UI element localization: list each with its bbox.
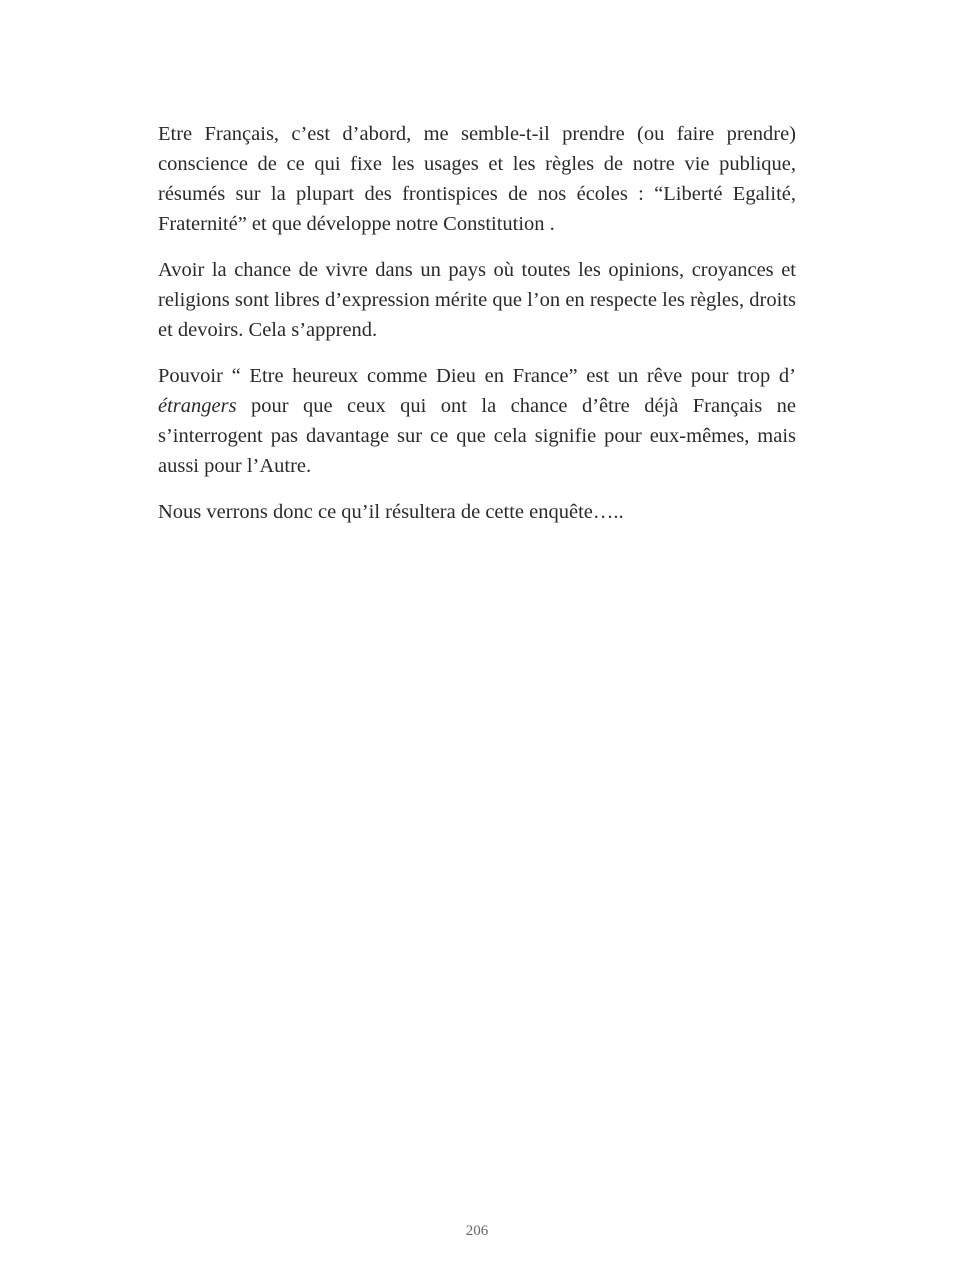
paragraph-3-start: Pouvoir “ Etre heureux comme Dieu en France” est un rêve pour trop d’	[158, 365, 796, 387]
paragraph-3-italic-word: étrangers	[158, 395, 237, 417]
body-text	[158, 119, 796, 543]
paragraph-1: Etre Français, c’est d’abord, me semble-t-il prendre (ou faire prendre) conscience de ce qui fixe les usages et les règles de notre vie publique, résumés sur la plupart des frontispices de nos écoles : “Liberté Egalité, Fraternité” et que développe notre Constitution .	[158, 123, 796, 235]
paragraph-3	[158, 361, 796, 481]
page-number: 206	[465, 1223, 489, 1239]
paragraph-4: Nous verrons donc ce qu’il résultera de cette enquête…..	[158, 501, 624, 523]
paragraph-3-end: pour que ceux qui ont la chance d’être déjà Français ne s’interrogent pas davantage sur ce que cela signifie pour eux-mêmes, mais aussi pour l’Autre.	[158, 395, 796, 477]
paragraph-2: Avoir la chance de vivre dans un pays où toutes les opinions, croyances et religions sont libres d’expression mérite que l’on en respecte les règles, droits et devoirs. Cela s’apprend.	[158, 259, 796, 341]
